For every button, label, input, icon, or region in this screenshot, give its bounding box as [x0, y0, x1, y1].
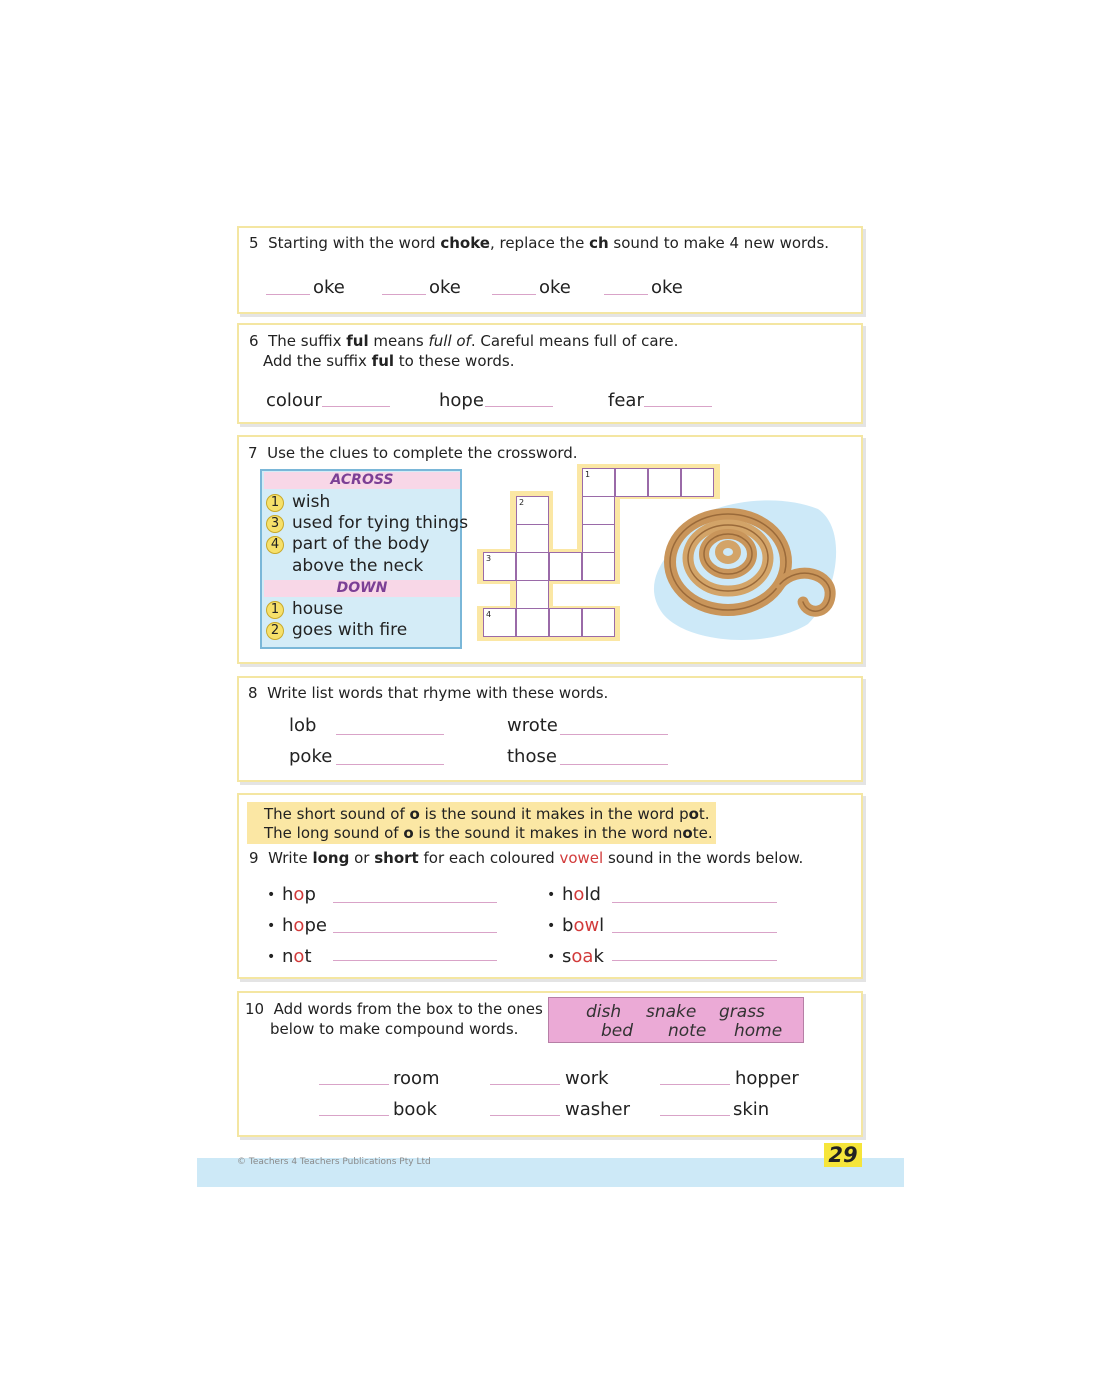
crossword-cell[interactable] [516, 552, 549, 581]
box-word: dish [586, 1002, 622, 1022]
answer-line[interactable] [644, 406, 712, 407]
clue-number: 3 [266, 515, 284, 533]
box-word: note [668, 1021, 707, 1041]
answer-line[interactable] [612, 932, 777, 933]
bullet: • [547, 887, 556, 903]
clue-number: 2 [266, 622, 284, 640]
question-7-instruction: 7 Use the clues to complete the crossword. [248, 444, 578, 462]
clue-number: 1 [266, 601, 284, 619]
word-poke: poke [289, 746, 333, 767]
crossword-cell[interactable] [516, 580, 549, 609]
question-6-line-2: Add the suffix ful to these words. [263, 352, 515, 370]
answer-line[interactable] [382, 294, 426, 295]
question-5-instruction: 5 Starting with the word choke, replace the ch sound to make 4 new words. [249, 234, 830, 252]
bullet: • [267, 949, 276, 965]
word-hope: hope [439, 390, 484, 411]
cell-number: 2 [519, 498, 525, 507]
word-hop: hop [282, 884, 316, 905]
box-word: home [734, 1021, 783, 1041]
word-not: not [282, 946, 312, 967]
copyright: © Teachers 4 Teachers Publications Pty Ltd [237, 1157, 431, 1167]
word-hope: hope [282, 915, 327, 936]
bullet: • [547, 949, 556, 965]
bullet: • [267, 918, 276, 934]
question-10-line-2: below to make compound words. [270, 1020, 519, 1038]
word-hold: hold [562, 884, 601, 905]
answer-line[interactable] [560, 764, 668, 765]
crossword-cell[interactable] [582, 524, 615, 553]
word-wrote: wrote [507, 715, 558, 736]
word-book: book [393, 1099, 437, 1120]
answer-line[interactable] [492, 294, 536, 295]
cell-number: 4 [486, 610, 492, 619]
question-6-line-1: 6 The suffix ful means full of. Careful means full of care. [249, 332, 679, 350]
word-lob: lob [289, 715, 317, 736]
cell-number: 1 [585, 470, 591, 479]
answer-line[interactable] [490, 1084, 560, 1085]
crossword-cell[interactable] [516, 608, 549, 637]
suffix-oke: oke [313, 277, 345, 298]
answer-line[interactable] [333, 932, 497, 933]
cell-number: 3 [486, 554, 492, 563]
suffix-oke: oke [429, 277, 461, 298]
suffix-oke: oke [651, 277, 683, 298]
note-line-2: The long sound of o is the sound it makes in the word note. [264, 824, 713, 842]
crossword-cell[interactable] [615, 468, 648, 497]
answer-line[interactable] [612, 960, 777, 961]
box-word: snake [646, 1002, 697, 1022]
clue-box [260, 469, 469, 649]
word-work: work [565, 1068, 609, 1089]
suffix-oke: oke [539, 277, 571, 298]
answer-line[interactable] [266, 294, 310, 295]
answer-line[interactable] [660, 1084, 730, 1085]
page-number: 29 [824, 1143, 862, 1167]
down-heading: DOWN [264, 580, 460, 597]
word-bowl: bowl [562, 915, 605, 936]
crossword-cell[interactable] [516, 496, 549, 525]
clue-text: house [292, 599, 344, 619]
question-10-line-1: 10 Add words from the box to the ones [245, 1000, 543, 1018]
clue-text: part of the body [292, 534, 430, 554]
answer-line[interactable] [604, 294, 648, 295]
bullet: • [267, 887, 276, 903]
answer-line[interactable] [560, 734, 668, 735]
word-colour: colour [266, 390, 322, 411]
crossword-cell[interactable] [582, 496, 615, 525]
word-hopper: hopper [735, 1068, 799, 1089]
crossword-cell[interactable] [582, 552, 615, 581]
question-8-instruction: 8 Write list words that rhyme with these words. [248, 684, 609, 702]
clue-number: 4 [266, 536, 284, 554]
note-line-1: The short sound of o is the sound it makes in the word pot. [264, 805, 710, 823]
box-word: bed [601, 1021, 634, 1041]
word-skin: skin [733, 1099, 770, 1120]
word-soak: soak [562, 946, 604, 967]
answer-line[interactable] [319, 1084, 389, 1085]
clue-text: used for tying things [292, 513, 469, 533]
answer-line[interactable] [333, 960, 497, 961]
crossword-cell[interactable] [483, 608, 516, 637]
word-washer: washer [565, 1099, 631, 1120]
question-9-instruction: 9 Write long or short for each coloured vowel sound in the words below. [249, 849, 804, 867]
crossword-cell[interactable] [549, 552, 582, 581]
clue-text: wish [292, 492, 331, 512]
answer-line[interactable] [333, 902, 497, 903]
crossword-cell[interactable] [516, 524, 549, 553]
answer-line[interactable] [660, 1115, 730, 1116]
word-room: room [393, 1068, 440, 1089]
answer-line[interactable] [485, 406, 553, 407]
answer-line[interactable] [336, 734, 444, 735]
clue-text: goes with fire [292, 620, 408, 640]
bullet: • [547, 918, 556, 934]
answer-line[interactable] [612, 902, 777, 903]
crossword-cell[interactable] [582, 608, 615, 637]
answer-line[interactable] [336, 764, 444, 765]
box-word: grass [719, 1002, 765, 1022]
word-box [548, 997, 804, 1043]
crossword-cell[interactable] [549, 608, 582, 637]
crossword-cell[interactable] [483, 552, 516, 581]
answer-line[interactable] [490, 1115, 560, 1116]
answer-line[interactable] [322, 406, 390, 407]
crossword-cell[interactable] [582, 468, 615, 497]
clue-number: 1 [266, 494, 284, 512]
clue-text: above the neck [292, 556, 424, 576]
answer-line[interactable] [319, 1115, 389, 1116]
across-heading: ACROSS [264, 472, 460, 489]
word-those: those [507, 746, 557, 767]
word-fear: fear [608, 390, 644, 411]
rope-illustration [648, 484, 844, 644]
